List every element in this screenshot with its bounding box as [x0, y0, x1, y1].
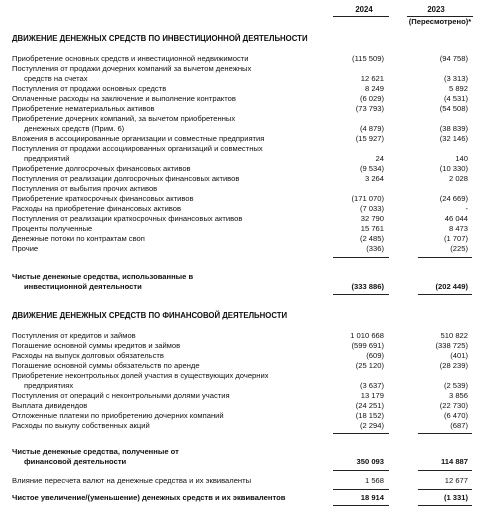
value-2023: 5 892: [448, 84, 468, 93]
row-label: Выплата дивидендов: [12, 401, 88, 410]
value-2023: 12 677: [444, 476, 468, 485]
row-label: Отложенные платежи по приобретению дочерних компаний: [12, 411, 224, 420]
row-label: Поступления от реализации долгосрочных финансовых активов: [12, 174, 240, 183]
row-label: Поступления от кредитов и займов: [12, 331, 136, 340]
value-2023: 114 887: [440, 457, 468, 466]
value-2023: (24 669): [439, 194, 468, 203]
row-label: Чистое увеличение/(уменьшение) денежных средств и их эквивалентов: [12, 493, 286, 502]
row-label: Расходы по выкупу собственных акций: [12, 421, 150, 430]
value-2024: 1 010 668: [350, 331, 384, 340]
total-rule-2024: [333, 470, 389, 471]
row-label: Поступления от продажи основных средств: [12, 84, 167, 93]
value-2023: 3 856: [448, 391, 468, 400]
total-rule-2023: [418, 470, 472, 471]
value-2024: 24: [375, 154, 384, 163]
value-2024: (6 029): [359, 94, 384, 103]
value-2024: (336): [366, 244, 384, 253]
table-row: [0, 283, 485, 293]
value-2024: 13 179: [360, 391, 384, 400]
subtotal-rule-2024: [333, 257, 389, 258]
value-2023: (225): [450, 244, 468, 253]
value-2023: 8 473: [448, 224, 468, 233]
row-label: Оплаченные расходы на заключение и выполнение контрактов: [12, 94, 236, 103]
value-2023: (6 470): [443, 411, 468, 420]
value-2023: 510 822: [440, 331, 468, 340]
value-2024: (171 070): [351, 194, 384, 203]
value-2023: (38 839): [439, 124, 468, 133]
value-2023: (2 539): [443, 381, 468, 390]
row-label: Приобретение дочерних компаний, за вычетом приобретенных: [12, 114, 236, 123]
value-2024: (9 534): [359, 164, 384, 173]
value-2024: 8 249: [364, 84, 384, 93]
row-label: Поступления от продажи ассоциированных организаций и совместных: [12, 144, 263, 153]
header-year-2023: 2023: [427, 5, 445, 14]
row-label: Вложения в ассоциированные организации и совместные предприятия: [12, 134, 265, 143]
row-label: ДВИЖЕНИЕ ДЕНЕЖНЫХ СРЕДСТВ ПО ИНВЕСТИЦИОННОЙ ДЕЯТЕЛЬНОСТИ: [12, 34, 308, 43]
row-label: ДВИЖЕНИЕ ДЕНЕЖНЫХ СРЕДСТВ ПО ФИНАНСОВОЙ ДЕЯТЕЛЬНОСТИ: [12, 311, 288, 320]
value-2023: (1 707): [443, 234, 468, 243]
subtotal-rule-2023: [418, 489, 472, 490]
value-2023: (54 508): [439, 104, 468, 113]
value-2023: (94 758): [439, 54, 468, 63]
total-rule-2024: [333, 294, 389, 295]
row-label: Прочие: [12, 244, 39, 253]
value-2023: 140: [455, 154, 468, 163]
value-2024: 1 568: [364, 476, 384, 485]
row-label: Проценты полученные: [12, 224, 93, 233]
table-row-net-change: [0, 494, 485, 504]
row-label: Денежные потоки по контрактам своп: [12, 234, 145, 243]
value-2024: (15 927): [355, 134, 384, 143]
row-label: Приобретение основных средств и инвестиционной недвижимости: [12, 54, 249, 63]
row-label: Расходы на выпуск долговых обязательств: [12, 351, 164, 360]
row-label: Поступления от реализации краткосрочных финансовых активов: [12, 214, 243, 223]
value-2023: (202 449): [435, 282, 468, 291]
value-2024: 18 914: [360, 493, 384, 502]
row-label: предприятий: [24, 154, 70, 163]
header-underline-2024: [333, 16, 389, 17]
table-row: [0, 477, 485, 487]
row-label: инвестиционной деятельности: [24, 282, 142, 291]
section-heading-investing: [0, 35, 485, 45]
table-row: [0, 422, 485, 432]
total-rule-2023: [418, 294, 472, 295]
value-2024: (599 691): [351, 341, 384, 350]
value-2024: 32 790: [360, 214, 384, 223]
value-2024: (18 152): [355, 411, 384, 420]
value-2024: 15 761: [360, 224, 384, 233]
header-year-2024: 2024: [355, 5, 373, 14]
row-label: Чистые денежные средства, использованные в: [12, 272, 194, 281]
final-rule-2024: [333, 505, 389, 506]
value-2024: (3 637): [359, 381, 384, 390]
value-2024: 350 093: [356, 457, 384, 466]
value-2023: -: [465, 204, 468, 213]
row-label: денежных средств (Прим. 6): [24, 124, 125, 133]
row-label: финансовой деятельности: [24, 457, 127, 466]
row-label: предприятиях: [24, 381, 74, 390]
row-label: Приобретение долгосрочных финансовых активов: [12, 164, 191, 173]
subtotal-rule-2023: [418, 257, 472, 258]
value-2024: (2 294): [359, 421, 384, 430]
value-2023: (3 313): [443, 74, 468, 83]
table-row: [0, 458, 485, 468]
value-2024: (4 879): [359, 124, 384, 133]
value-2024: (2 485): [359, 234, 384, 243]
value-2024: (25 120): [355, 361, 384, 370]
value-2024: (73 793): [355, 104, 384, 113]
value-2023: (22 730): [439, 401, 468, 410]
value-2023: (10 330): [439, 164, 468, 173]
subtotal-rule-2024: [333, 489, 389, 490]
value-2023: (687): [450, 421, 468, 430]
value-2024: (333 886): [351, 282, 384, 291]
row-label: Погашение основной суммы кредитов и займов: [12, 341, 181, 350]
subtotal-rule-2024: [333, 433, 389, 434]
value-2023: (28 239): [439, 361, 468, 370]
row-label: Расходы на приобретение финансовых активов: [12, 204, 182, 213]
value-2023: (4 531): [443, 94, 468, 103]
header-restated-note: (Пересмотрено)*: [408, 17, 472, 26]
row-label: Приобретение неконтрольных долей участия в существующих дочерних: [12, 371, 269, 380]
row-label: Поступления от операций с неконтрольными долями участия: [12, 391, 230, 400]
value-2023: 46 044: [444, 214, 468, 223]
value-2023: (1 331): [443, 493, 468, 502]
row-label: Погашение основной суммы обязательств по аренде: [12, 361, 200, 370]
row-label: Приобретение краткосрочных финансовых активов: [12, 194, 194, 203]
table-row: [0, 245, 485, 255]
table-row: [0, 145, 485, 155]
value-2023: (32 146): [439, 134, 468, 143]
value-2024: 12 621: [360, 74, 384, 83]
final-rule-2023: [418, 505, 472, 506]
section-heading-financing: [0, 312, 485, 322]
table-row: [0, 235, 485, 245]
value-2023: (338 725): [435, 341, 468, 350]
value-2023: (401): [450, 351, 468, 360]
value-2023: 2 028: [448, 174, 468, 183]
subtotal-rule-2023: [418, 433, 472, 434]
row-label: Поступления от продажи дочерних компаний за вычетом денежных: [12, 64, 252, 73]
row-label: Влияние пересчета валют на денежные средства и их эквиваленты: [12, 476, 252, 485]
row-label: Поступления от выбытия прочих активов: [12, 184, 158, 193]
row-label: средств на счетах: [24, 74, 88, 83]
value-2024: (24 251): [355, 401, 384, 410]
value-2024: (115 509): [352, 54, 384, 63]
row-label: Чистые денежные средства, полученные от: [12, 447, 179, 456]
value-2024: (609): [366, 351, 384, 360]
value-2024: (7 033): [359, 204, 384, 213]
row-label: Приобретение нематериальных активов: [12, 104, 155, 113]
value-2024: 3 264: [364, 174, 384, 183]
